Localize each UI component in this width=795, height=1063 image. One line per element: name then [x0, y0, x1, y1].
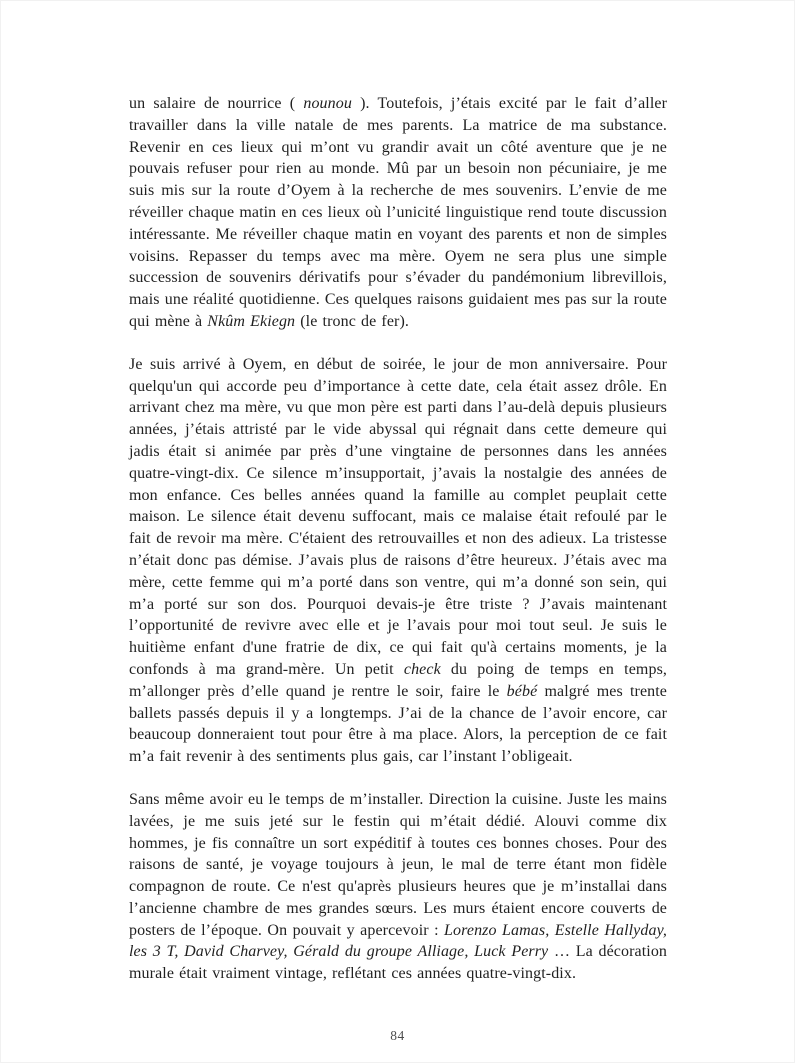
italic-text-segment: Nkûm Ekiegn — [207, 312, 296, 330]
text-segment: … La décoration murale était vraiment vintage, reflétant ces années quatre-vingt-dix. — [129, 943, 668, 983]
paragraph-2 — [129, 354, 667, 768]
page-footer — [0, 1027, 795, 1045]
paragraph-3 — [129, 789, 667, 985]
text-segment: Sans même avoir eu le temps de m’installer. Direction la cuisine. Juste les mains lavées, je me suis jeté sur le festin qui m’était dédié. Alouvi comme dix hommes, je fis connaître un sort expéditif à toutes ces bonnes choses. Pour des raisons de santé, je voyage toujours à jeun, le mal de terre étant mon fidèle compagnon de route. Ce n'est qu'après plusieurs heures que je m’installai dans l’ancienne chambre de mes grandes sœurs. Les murs étaient encore couverts de posters de l’époque. On pouvait y apercevoir : — [129, 790, 667, 939]
text-segment: Je suis arrivé à Oyem, en début de soirée, le jour de mon anniversaire. Pour quelqu'un qui accorde peu d’importance à cette date, cela était assez drôle. En arrivant chez ma mère, vu que mon père est parti dans l’au-delà depuis plusieurs années, j’étais attristé par le vide abyssal qui régnait dans cette demeure qui jadis était si animée par près d’une vingtaine de personnes dans les années quatre-vingt-dix. Ce silence m’insupportait, j’avais la nostalgie des années de mon enfance. Ces belles années quand la famille au complet peuplait cette maison. Le silence était devenu suffocant, mais ce malaise était refoulé par le fait de revoir ma mère. C'étaient des retrouvailles et non des adieux. La tristesse n’était donc pas démise. J’avais plus de raisons d’être heureux. J’étais avec ma mère, cette femme qui m’a porté dans son ventre, qui m’a donné son sein, qui m’a porté sur son dos. Pourquoi devais-je être triste ? J’avais maintenant l’opportunité de revivre avec elle et je l’avais pour moi tout seul. Je suis le huitième enfant d'une fratrie de dix, ce qui fait qu'à certains moments, je la confonds à ma grand-mère. Un petit — [129, 355, 667, 678]
italic-text-segment: bébé — [506, 682, 538, 700]
paragraph-1 — [129, 93, 667, 333]
text-segment: ). Toutefois, j’étais excité par le fait d’aller travailler dans la ville natale de mes parents. La matrice de ma substance. Revenir en ces lieux qui m’ont vu grandir avait un côté aventure que je ne pouvais refuser pour rien au monde. Mû par un besoin non pécuniaire, je me suis mis sur la route d’Oyem à la recherche de mes souvenirs. L’envie de me réveiller chaque matin en ces lieux où l’unicité linguistique rend toute discussion intéressante. Me réveiller chaque matin en voyant des parents et non de simples voisins. Repasser du temps avec ma mère. Oyem ne sera plus une simple succession de souvenirs dérivatifs pour s’évader du pandémonium librevillois, mais une réalité quotidienne. Ces quelques raisons guidaient mes pas sur la route qui mène à — [129, 95, 667, 330]
italic-text-segment: nounou — [303, 95, 352, 112]
text-segment: malgré mes trente ballets passés depuis il y a longtemps. J’ai de la chance de l’avoir encore, car beaucoup donneraient tout pour être à ma place. Alors, la perception de ce fait m’a fait revenir à des sentiments plus gais, car l’instant l’obligeait. — [129, 682, 667, 766]
text-segment: (le tronc de fer). — [295, 312, 409, 330]
page-body — [129, 93, 667, 985]
text-segment: du poing de temps en temps, m’allonger près d’elle quand je rentre le soir, faire le — [129, 660, 668, 700]
page-number: 84 — [390, 1028, 405, 1043]
italic-text-segment: Lorenzo Lamas, Estelle Hallyday, les 3 T, David Charvey, Gérald du groupe Alliage, Luck Perry — [129, 921, 668, 961]
text-segment: un salaire de nourrice ( — [129, 95, 304, 112]
italic-text-segment: check — [403, 660, 441, 678]
